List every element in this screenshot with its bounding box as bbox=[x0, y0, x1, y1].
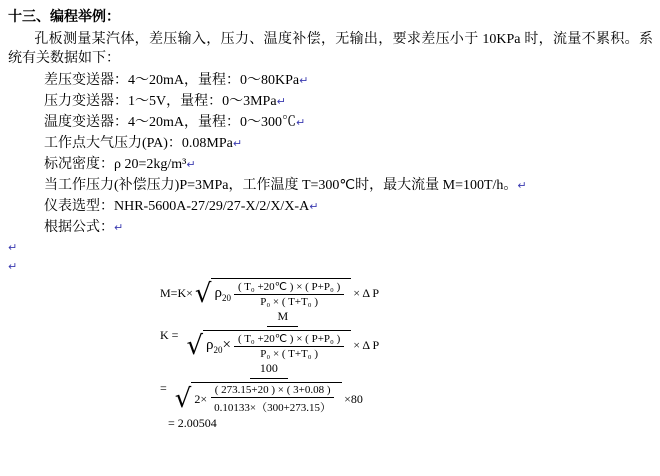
fraction-numerator: ( T₀ +20℃ ) × ( P+P₀ ) bbox=[234, 332, 344, 347]
list-item-text: 当工作压力(补偿压力)P=3MPa，工作温度 T=300℃时，最大流量 M=100T/h。 bbox=[44, 178, 518, 193]
formula-line-4-result: = 2.00504 bbox=[168, 416, 217, 430]
pilcrow-mark: ↵ bbox=[309, 200, 319, 213]
fraction-denominator: P₀ × ( T+T₀ ) bbox=[260, 296, 318, 308]
list-item bbox=[44, 217, 660, 238]
formula-tail-80: ×80 bbox=[344, 391, 363, 406]
big-fraction-numerator: M bbox=[267, 309, 298, 327]
pilcrow-mark: ↵ bbox=[114, 221, 124, 234]
list-item bbox=[44, 70, 660, 91]
rho-glyph: ρ bbox=[206, 337, 214, 353]
pilcrow-mark: ↵ bbox=[276, 95, 286, 108]
big-fraction-denominator bbox=[169, 379, 369, 416]
formula-line-1 bbox=[160, 278, 660, 309]
list-item bbox=[44, 175, 660, 196]
list-item bbox=[44, 91, 660, 112]
formula-tail-deltap: × Δ P bbox=[353, 286, 380, 300]
list-item bbox=[44, 112, 660, 133]
list-item bbox=[44, 133, 660, 154]
list-item-text: 根据公式： bbox=[44, 220, 114, 235]
fraction bbox=[210, 384, 335, 415]
radical-sign-icon: √ bbox=[186, 330, 204, 361]
formula-equals: = bbox=[160, 381, 167, 395]
fraction-numerator: ( 273.15+20 ) × ( 3+0.08 ) bbox=[211, 384, 335, 398]
formula-block bbox=[0, 278, 660, 431]
sqrt-group bbox=[175, 382, 342, 416]
list-item bbox=[44, 196, 660, 217]
pilcrow-mark: ↵ bbox=[186, 158, 196, 171]
big-fraction-numerator: 100 bbox=[250, 361, 288, 379]
fraction-numerator: ( T₀ +20℃ ) × ( P+P₀ ) bbox=[234, 280, 344, 295]
formula-line-3 bbox=[160, 361, 660, 416]
pilcrow-mark: ↵ bbox=[299, 74, 309, 87]
intro-paragraph bbox=[8, 30, 653, 68]
list-item-text: 压力变送器：1～5V，量程：0～3MPa bbox=[44, 94, 277, 109]
spec-list bbox=[0, 70, 660, 238]
sqrt-group bbox=[195, 278, 351, 309]
big-fraction-denominator bbox=[180, 327, 385, 361]
intro-paragraph-text: 孔板测量某汽体，差压输入，压力、温度补偿，无输出，要求差压小于 10KPa 时，流量不累积。系统有关数据如下： bbox=[8, 32, 653, 66]
list-item bbox=[44, 154, 660, 175]
pilcrow-mark: ↵ bbox=[8, 260, 18, 273]
sqrt-group bbox=[186, 330, 351, 361]
fraction bbox=[234, 332, 344, 360]
rho-symbol bbox=[214, 285, 231, 303]
leading-coefficient: 2× bbox=[194, 392, 208, 406]
empty-line bbox=[8, 238, 660, 257]
empty-line bbox=[8, 257, 660, 276]
list-item-text: 温度变送器：4～20mA，量程：0～300℃ bbox=[44, 115, 296, 130]
radicand bbox=[211, 278, 351, 309]
pilcrow-mark: ↵ bbox=[517, 179, 527, 192]
big-fraction bbox=[169, 361, 369, 416]
rho-symbol bbox=[206, 337, 231, 355]
fraction bbox=[234, 280, 344, 308]
formula-tail-deltap: × Δ P bbox=[353, 338, 380, 352]
list-item-text: 标况密度：ρ 20=2kg/m³ bbox=[44, 157, 187, 172]
formula-lhs-m: M=K× bbox=[160, 286, 193, 300]
formula-line-2 bbox=[160, 309, 660, 361]
list-item-text: 差压变送器：4～20mA，量程：0～80KPa bbox=[44, 73, 300, 88]
section-heading: 十三、编程举例： bbox=[8, 8, 120, 24]
rho-times: × bbox=[222, 337, 231, 353]
list-item-text: 仪表选型：NHR-5600A-27/29/27-X/2/X/X-A bbox=[44, 199, 310, 214]
radicand bbox=[191, 382, 342, 416]
rho-subscript: 20 bbox=[213, 345, 223, 355]
list-item-text: 工作点大气压力(PA)：0.08MPa bbox=[44, 136, 233, 151]
fraction-denominator: 0.10133×（300+273.15） bbox=[214, 402, 332, 414]
fraction-denominator: P₀ × ( T+T₀ ) bbox=[260, 348, 319, 360]
pilcrow-mark: ↵ bbox=[232, 137, 243, 150]
rho-subscript: 20 bbox=[221, 293, 231, 303]
radical-sign-icon: √ bbox=[194, 278, 212, 309]
rho-glyph: ρ bbox=[214, 285, 222, 301]
radical-sign-icon: √ bbox=[174, 384, 192, 414]
pilcrow-mark: ↵ bbox=[8, 241, 18, 254]
formula-lhs-k: K = bbox=[160, 327, 179, 342]
big-fraction bbox=[180, 309, 385, 361]
pilcrow-mark: ↵ bbox=[296, 116, 306, 129]
radicand bbox=[203, 330, 351, 361]
document-page bbox=[0, 6, 660, 476]
